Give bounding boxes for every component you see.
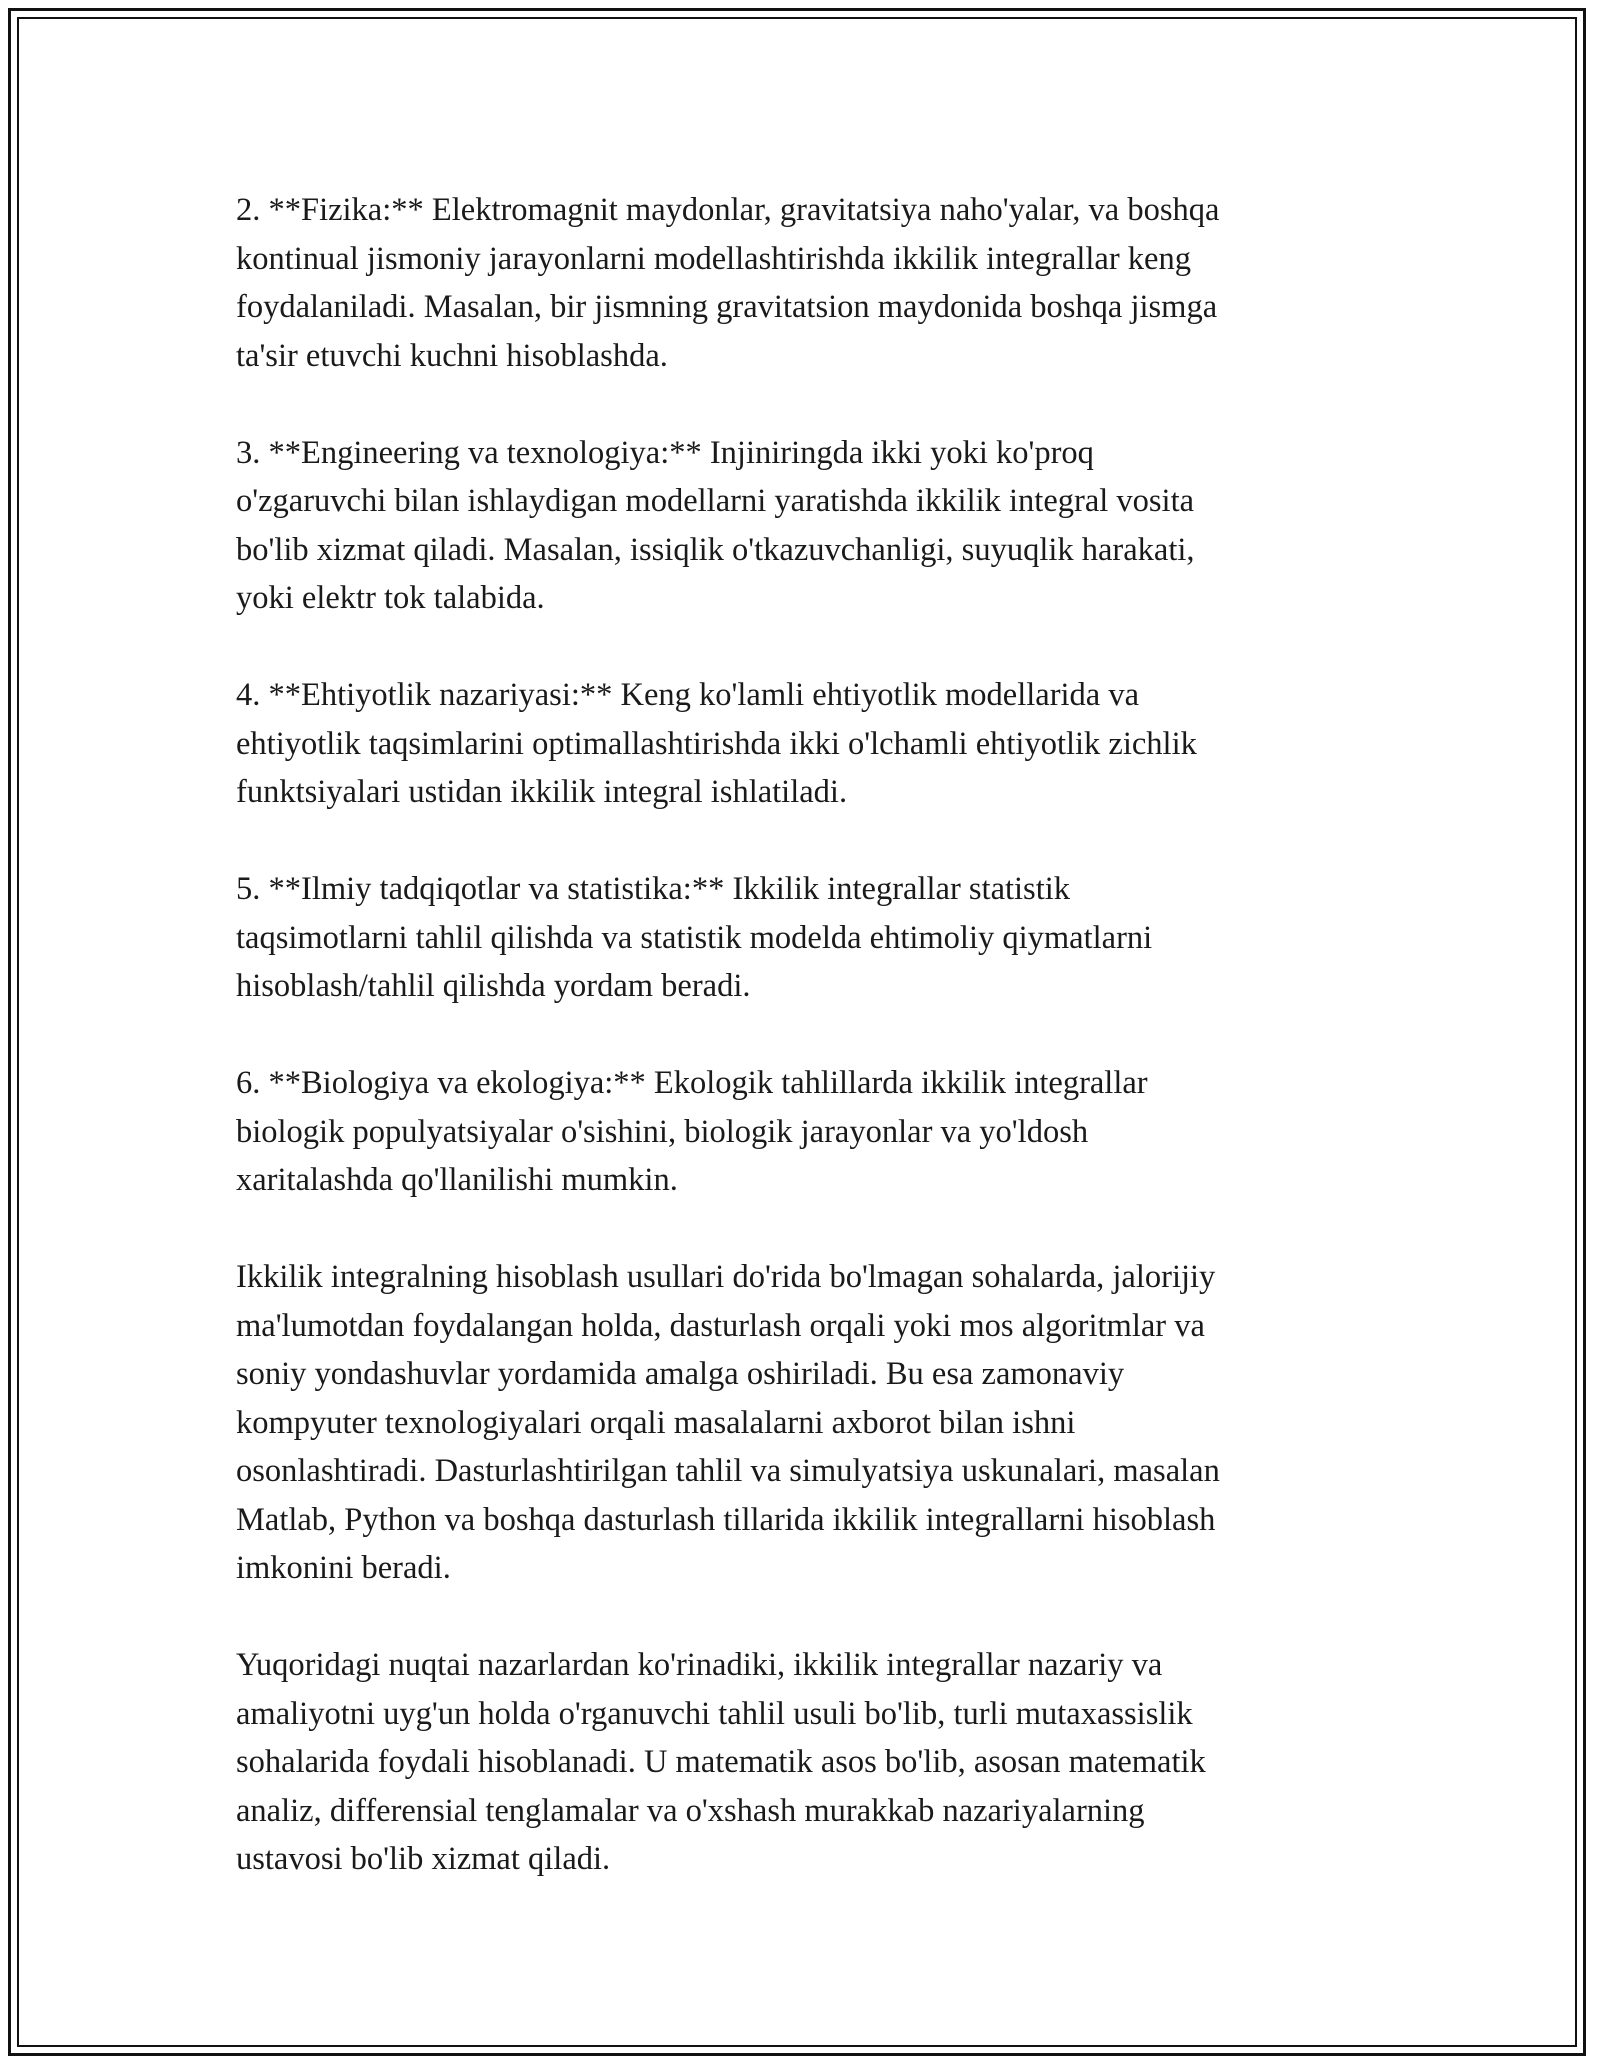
paragraph-physics: 2. **Fizika:** Elektromagnit maydonlar, gravitatsiya naho'yalar, va boshqa kontinual jismoniy jarayonlarni modellashtirishda ikkilik integrallar keng foydalaniladi. Masalan, bir jismning gravitatsion maydonida boshqa jismga ta'sir etuvchi kuchni hisoblashda.: [236, 192, 1220, 374]
paragraph-biology: 6. **Biologiya va ekologiya:** Ekologik tahlillarda ikkilik integrallar biologik populyatsiyalar o'sishini, biologik jarayonlar va yo'ldosh xaritalashda qo'llanilishi mumkin.: [236, 1065, 1148, 1198]
paragraph-engineering: 3. **Engineering va texnologiya:** Injiniringda ikki yoki ko'proq o'zgaruvchi bilan ishlaydigan modellarni yaratishda ikkilik integral vosita bo'lib xizmat qiladi. Masalan, issiqlik o'tkazuvchanligi, suyuqlik harakati, yoki elektr tok talabida.: [236, 434, 1195, 616]
paragraph-conclusion: Yuqoridagi nuqtai nazarlardan ko'rinadiki, ikkilik integrallar nazariy va amaliyotni uyg'un holda o'rganuvchi tahlil usuli bo'lib, turli mutaxassislik sohalarida foydali hisoblanadi. U matematik asos bo'lib, asosan matematik analiz, differensial tenglamalar va o'xshash murakkab nazariyalarning ustavosi bo'lib xizmat qiladi.: [236, 1647, 1206, 1877]
paragraph-probability-theory: 4. **Ehtiyotlik nazariyasi:** Keng ko'lamli ehtiyotlik modellarida va ehtiyotlik taqsimlarini optimallashtirishda ikki o'lchamli ehtiyotlik zichlik funktsiyalari ustidan ikkilik integral ishlatiladi.: [236, 677, 1197, 810]
paragraph-statistics: 5. **Ilmiy tadqiqotlar va statistika:** Ikkilik integrallar statistik taqsimotlarni tahlil qilishda va statistik modelda ehtimoliy qiymatlarni hisoblash/tahlil qilishda yordam beradi.: [236, 871, 1153, 1004]
paragraph-computation-methods: Ikkilik integralning hisoblash usullari do'rida bo'lmagan sohalarda, jalorijiy ma'lumotdan foydalangan holda, dasturlash orqali yoki mos algoritmlar va soniy yondashuvlar yordamida amalga oshiriladi. Bu esa zamonaviy kompyuter texnologiyalari orqali masalalarni axborot bilan ishni osonlashtiradi. Dasturlashtirilgan tahlil va simulyatsiya uskunalari, masalan Matlab, Python va boshqa dasturlash tillarida ikkilik integrallarni hisoblash imkonini beradi.: [236, 1259, 1220, 1586]
document-body: [236, 186, 1366, 1932]
